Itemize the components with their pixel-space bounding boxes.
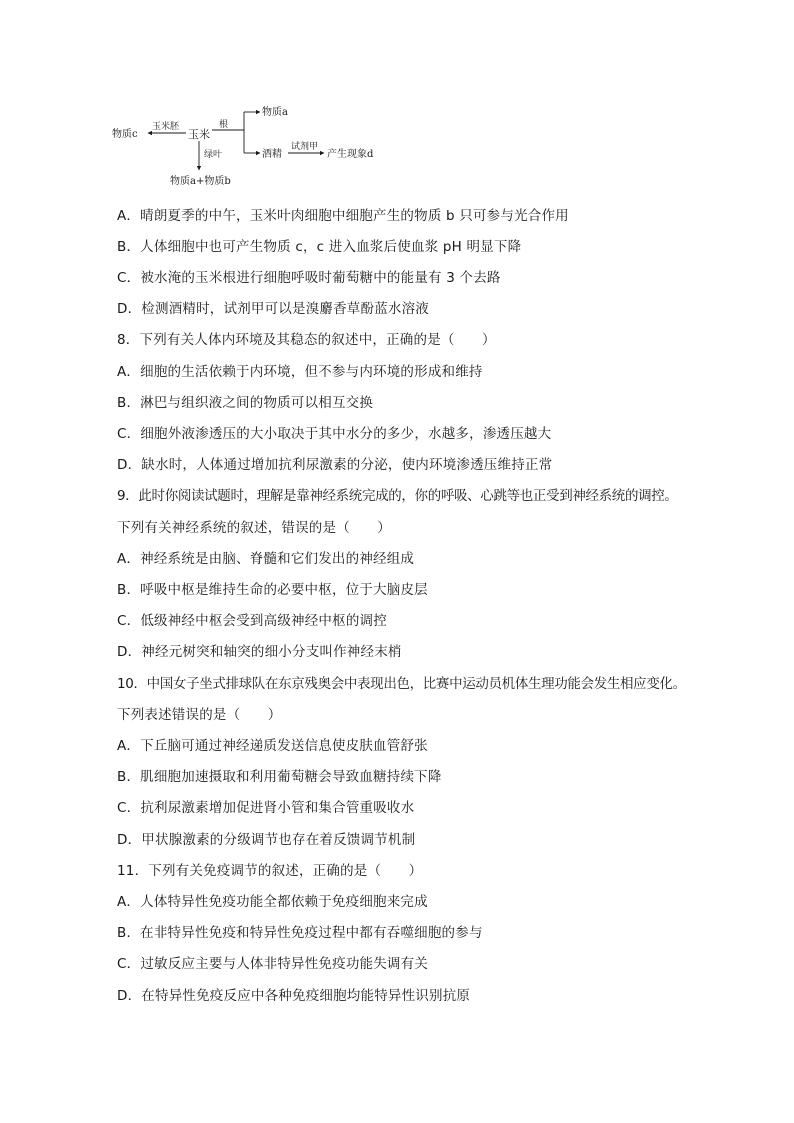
option-9d: D．神经元树突和轴突的细小分支叫作神经末梢 <box>117 644 402 660</box>
reagent-label: 试剂甲 <box>291 142 319 152</box>
option-8b: B．淋巴与组织液之间的物质可以相互交换 <box>117 395 374 411</box>
corn-node: 玉米 <box>188 128 210 141</box>
leaf-label: 绿叶 <box>204 150 223 160</box>
option-10d: D．甲状腺激素的分级调节也存在着反馈调节机制 <box>117 832 416 848</box>
question-8: 8．下列有关人体内环境及其稳态的叙述中，正确的是（ ） <box>117 332 496 348</box>
option-7d: D．检测酒精时，试剂甲可以是溴麝香草酚蓝水溶液 <box>117 301 429 317</box>
option-9a: A．神经系统是由脑、脊髓和它们发出的神经组成 <box>117 551 415 567</box>
substance-a-node: 物质a <box>262 107 288 118</box>
option-7b: B．人体细胞中也可产生物质 c，c 进入血浆后使血浆 pH 明显下降 <box>117 239 522 255</box>
phenomenon-d-node: 产生现象d <box>327 149 374 160</box>
question-10-cont: 下列表述错误的是（ ） <box>117 707 282 723</box>
question-9-cont: 下列有关神经系统的叙述，错误的是（ ） <box>117 520 391 536</box>
substance-c-node: 物质c <box>112 129 138 140</box>
option-8d: D．缺水时，人体通过增加抗利尿激素的分泌，使内环境渗透压维持正常 <box>117 457 553 473</box>
alcohol-node: 酒精 <box>262 149 282 160</box>
option-7a: A．晴朗夏季的中午，玉米叶肉细胞中细胞产生的物质 b 只可参与光合作用 <box>117 208 569 224</box>
question-9: 9．此时你阅读试题时，理解是靠神经系统完成的，你的呼吸、心跳等也正受到神经系统的调控。 <box>117 488 678 504</box>
option-11c: C．过敏反应主要与人体非特异性免疫功能失调有关 <box>117 956 429 972</box>
option-10a: A．下丘脑可通过神经递质发送信息使皮肤血管舒张 <box>117 738 428 754</box>
option-11d: D．在特异性免疫反应中各种免疫细胞均能特异性识别抗原 <box>117 988 471 1004</box>
option-11b: B．在非特异性免疫和特异性免疫过程中都有吞噬细胞的参与 <box>117 925 483 941</box>
embryo-label: 玉米胚 <box>152 122 180 132</box>
question-10: 10．中国女子坐式排球队在东京残奥会中表现出色，比赛中运动员机体生理功能会发生相应变化。 <box>117 676 686 692</box>
option-8c: C．细胞外液渗透压的大小取决于其中水分的多少，水越多，渗透压越大 <box>117 426 552 442</box>
root-label: 根 <box>219 120 229 130</box>
option-10b: B．肌细胞加速摄取和利用葡萄糖会导致血糖持续下降 <box>117 769 442 785</box>
option-10c: C．抗利尿激素增加促进肾小管和集合管重吸收水 <box>117 800 415 816</box>
option-9c: C．低级神经中枢会受到高级神经中枢的调控 <box>117 613 387 629</box>
option-11a: A．人体特异性免疫功能全都依赖于免疫细胞来完成 <box>117 894 428 910</box>
option-9b: B．呼吸中枢是维持生命的必要中枢，位于大脑皮层 <box>117 582 428 598</box>
substance-ab-node: 物质a+物质b <box>170 176 231 187</box>
option-7c: C．被水淹的玉米根进行细胞呼吸时葡萄糖中的能量有 3 个去路 <box>117 270 501 286</box>
option-8a: A．细胞的生活依赖于内环境，但不参与内环境的形成和维持 <box>117 364 483 380</box>
metabolism-diagram <box>112 100 412 195</box>
question-11: 11．下列有关免疫调节的叙述，正确的是（ ） <box>117 863 423 879</box>
